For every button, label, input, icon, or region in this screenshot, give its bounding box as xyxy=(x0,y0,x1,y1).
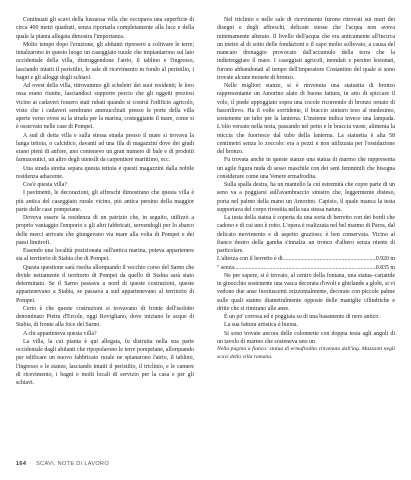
paragraph: Sulla spalla destra, ha un mantello la cui estremità che copre parte di un seno va a poggiarsi sull'avambraccio sinistro che, leggermente disteso, porta nel palmo della mano un Amorino. Capisio, il quale manca la testa supportava del corpo rivestita nella sua stessa natura. xyxy=(217,182,395,213)
paragraph: Certo è che queste costruzioni si trovavano di fronte dell'isolotto denominato Pietra d'Ercole, oggi Rovigliano, dove iniziano le acque di Stabia, di fronte alla foce del Sarno. xyxy=(16,305,194,329)
measurement-label: L'altezza con il berretto è di xyxy=(217,256,283,263)
paragraph: Questa questione sarà risolta allorquando il vecchio corso del Sarno che divide nettamente il territorio di Pompei da quello di Stabia sarà stato determinato. Se il Sarno passava a nord di queste costruzioni, queste appartenevano a Stabia, se passava a sud appartenevano al territorio di Pompei. xyxy=(16,264,194,304)
measurement-value: 0.920 m xyxy=(375,256,395,263)
paragraph: Nel triclinio e nelle sale di ricevimento furono ritrovati sui muri dei disegni e degli affreschi, delicate stesse che l'acqua non aveva minimamente alterato. Il livello dell'acqua che era anticamente all'incirca un metro al di sotto delle fondazioni e il capo molto sollevato, a causa del mancato drenaggio provocato dall'accumulo della terra che la indietreggiare il mare. I caseggiati agricoli, inondati e persino lesionati, furono abbandonati al tempo dell'imperatore Costantino del quale si sono trovate alcune monete di bronzo. xyxy=(217,17,395,81)
measurement-row xyxy=(217,264,395,272)
right-text-column xyxy=(217,16,395,361)
paragraph: Continuati gli scavi della lussuosa villa che occupava una superficie di circa 400 metri quadrati, senza riportarla completamente alla luce e della quale la pianta allegata dimostra l'importanza. xyxy=(16,17,194,40)
dot-leader xyxy=(234,264,376,272)
left-text-column xyxy=(16,16,194,387)
paragraph: Cos'è questa villa? xyxy=(23,182,67,188)
measurement-value: 0.835 m xyxy=(375,264,395,271)
measurement-label: " senza xyxy=(217,264,234,271)
paragraph: La villa, la cui pianta è qui allegata, fu distrutta nella sua parte occidentale dagli abitanti che ripopolarono le terre pompeiane, allorquando per edificare un nuovo fabbricato rurale ne spianarono l'atrio, il tablino, l'ingresso e le stanze, lasciando intatti il peristilio, il triclinio, e le camere di ricevimento, i bagni e molti locali di servizio per la casa e per gli schiavi. xyxy=(16,338,194,386)
paragraph: Molto tempo dopo l'eruzione, gli abitanti ripresero a coltivare le terre; innalzarono in questo luogo un caseggiato rurale che impiantarono sul lato occidentale della villa, distruggendone l'atrio, il tablino e l'ingresso, lasciando intatti il peristilio, le sale di ricevimento in fondo al peristilio, i bagni e gli alloggi degli schiavi. xyxy=(16,41,194,81)
running-title: SCAVI, NOTE DI LAVORO xyxy=(36,461,110,467)
paragraph: Doveva essere la residenza di un patrizio che, in seguito, utilizzò a proprio vantaggio l'emporio e gli altri fabbricati, servendogli per lo sbarco delle merci arrivate che giungevano via mare alla volta di Pompei e dei paesi limitrofi. xyxy=(16,215,194,246)
paragraph: Essendo una località posizionata sull'antica marina, poteva appartenere sia al territorio di Stabia che di Pompei. xyxy=(16,248,194,263)
paragraph: Si sono trovate ancora delle colonnette con doppia testa agli angoli di un tavolo di marmo che sosteneva uno un xyxy=(217,330,395,345)
measurement-row xyxy=(217,255,395,263)
paragraph: Fu trovata anche in queste stanze una statua di marmo che rappresenta un agile figura nuda di sesso maschile con dei seni femminili che bisogna considerare come una Venere ermafrodita. xyxy=(217,157,395,180)
page-number: 164 xyxy=(16,461,27,467)
paragraph: La sua fattura artistica è buona. xyxy=(224,322,298,329)
paragraph: A chi apparteneva questa villa? xyxy=(23,330,97,337)
figure-caption: Nella pagina a fianco: statua di ermafrodito rinvenuta dall'ing. Mazzanti negli scavi della villa romana. xyxy=(217,346,395,360)
paragraph: Una strada stretta separa questa tettoia e questi magazzini dalla nobile residenza adiacente. xyxy=(16,165,194,180)
paragraph: Ne per sapere, si è trovato, al centro della fontana, una statua–cariatide in ginocchio sostenente una vasca decorata d'ovoli e ghirlande a globi, si vi vedono due anse fuoriuscenti orizzontalmente, decorate con piccole palme sulle quali stanno diametralmente opposte delle maniglie cilindriche e dritte che si rimirano alle anse. xyxy=(217,272,395,312)
paragraph: Ad ovest della villa, ritrovammo gli scheletri dei suoi residenti; le loro ossa erano riunite, lasciandoci supporre percio che gli oggetti preziosi vicino ai cadaveri fossero stati rubati quando si costruì l'edificio agricolo, visto che i cadaveri sembrano ammucchiati presso le porte della villa aperte verso ovest su la strada per la marina, costeggiante il mare, come si è osservato nelle case di Pompei. xyxy=(16,83,194,131)
paragraph: I pavimenti, le decorazioni, gli affreschi dimostrano che questa villa è più antica del caseggiato rurale vicino, più antica persino della maggior parte delle case pompeiane. xyxy=(16,190,194,213)
paragraph: La testa della statua è coperta da una sorta di berretto con dei bordi che cadono e di cui uno è rotto. L'opera è realizzata nel bel marmo di Paros, dal delicato movimento e di aspetto grazioso; è ben conservata. Vicino al fianco destro della gamba s'innalza un tronco d'albero senza niente di particolare. xyxy=(217,215,395,254)
dot-leader xyxy=(283,255,376,263)
page-footer xyxy=(16,461,109,467)
paragraph: È un po' corrosa ed è poggiata su di una basamento di nero antico. xyxy=(224,314,380,320)
paragraph: A sud di detta villa e sulla stessa strada presso il mare si trovava la lunga tettoia, o calcidico, davanti ad una fila di magazzini dove dei giudi erano pieni di anfore, uno contenevo un gran numero di bale e di prodotti farmaceutici, un altro degli utensili da carpentiere marittimo, ecc. xyxy=(16,132,194,164)
paragraph: Nelle migliori stanze, si è rinvenuta una statuetta di bronzo rappresentante un Amorino alato di buona fattura, in atto di spiccare il volo, il piede appoggiato sopra una cocole ricorrendo di bronzo ornato di basorilievo. Ha il volto sorridente, il braccio sinistro teso al medesimo, sostenente un tubo per la lanterna. L'insieme indica invece una lampada. L'olio versato nella testa, passando nel petto e le braccia vuote, alimenta la miccia che fuoriesce dal tubo della lanterna. La statuetta è alta 58 centimetri senza lo zoccolo: era a pezzi e non utilizzata per l'ossidazione del bronzo. xyxy=(217,83,395,155)
